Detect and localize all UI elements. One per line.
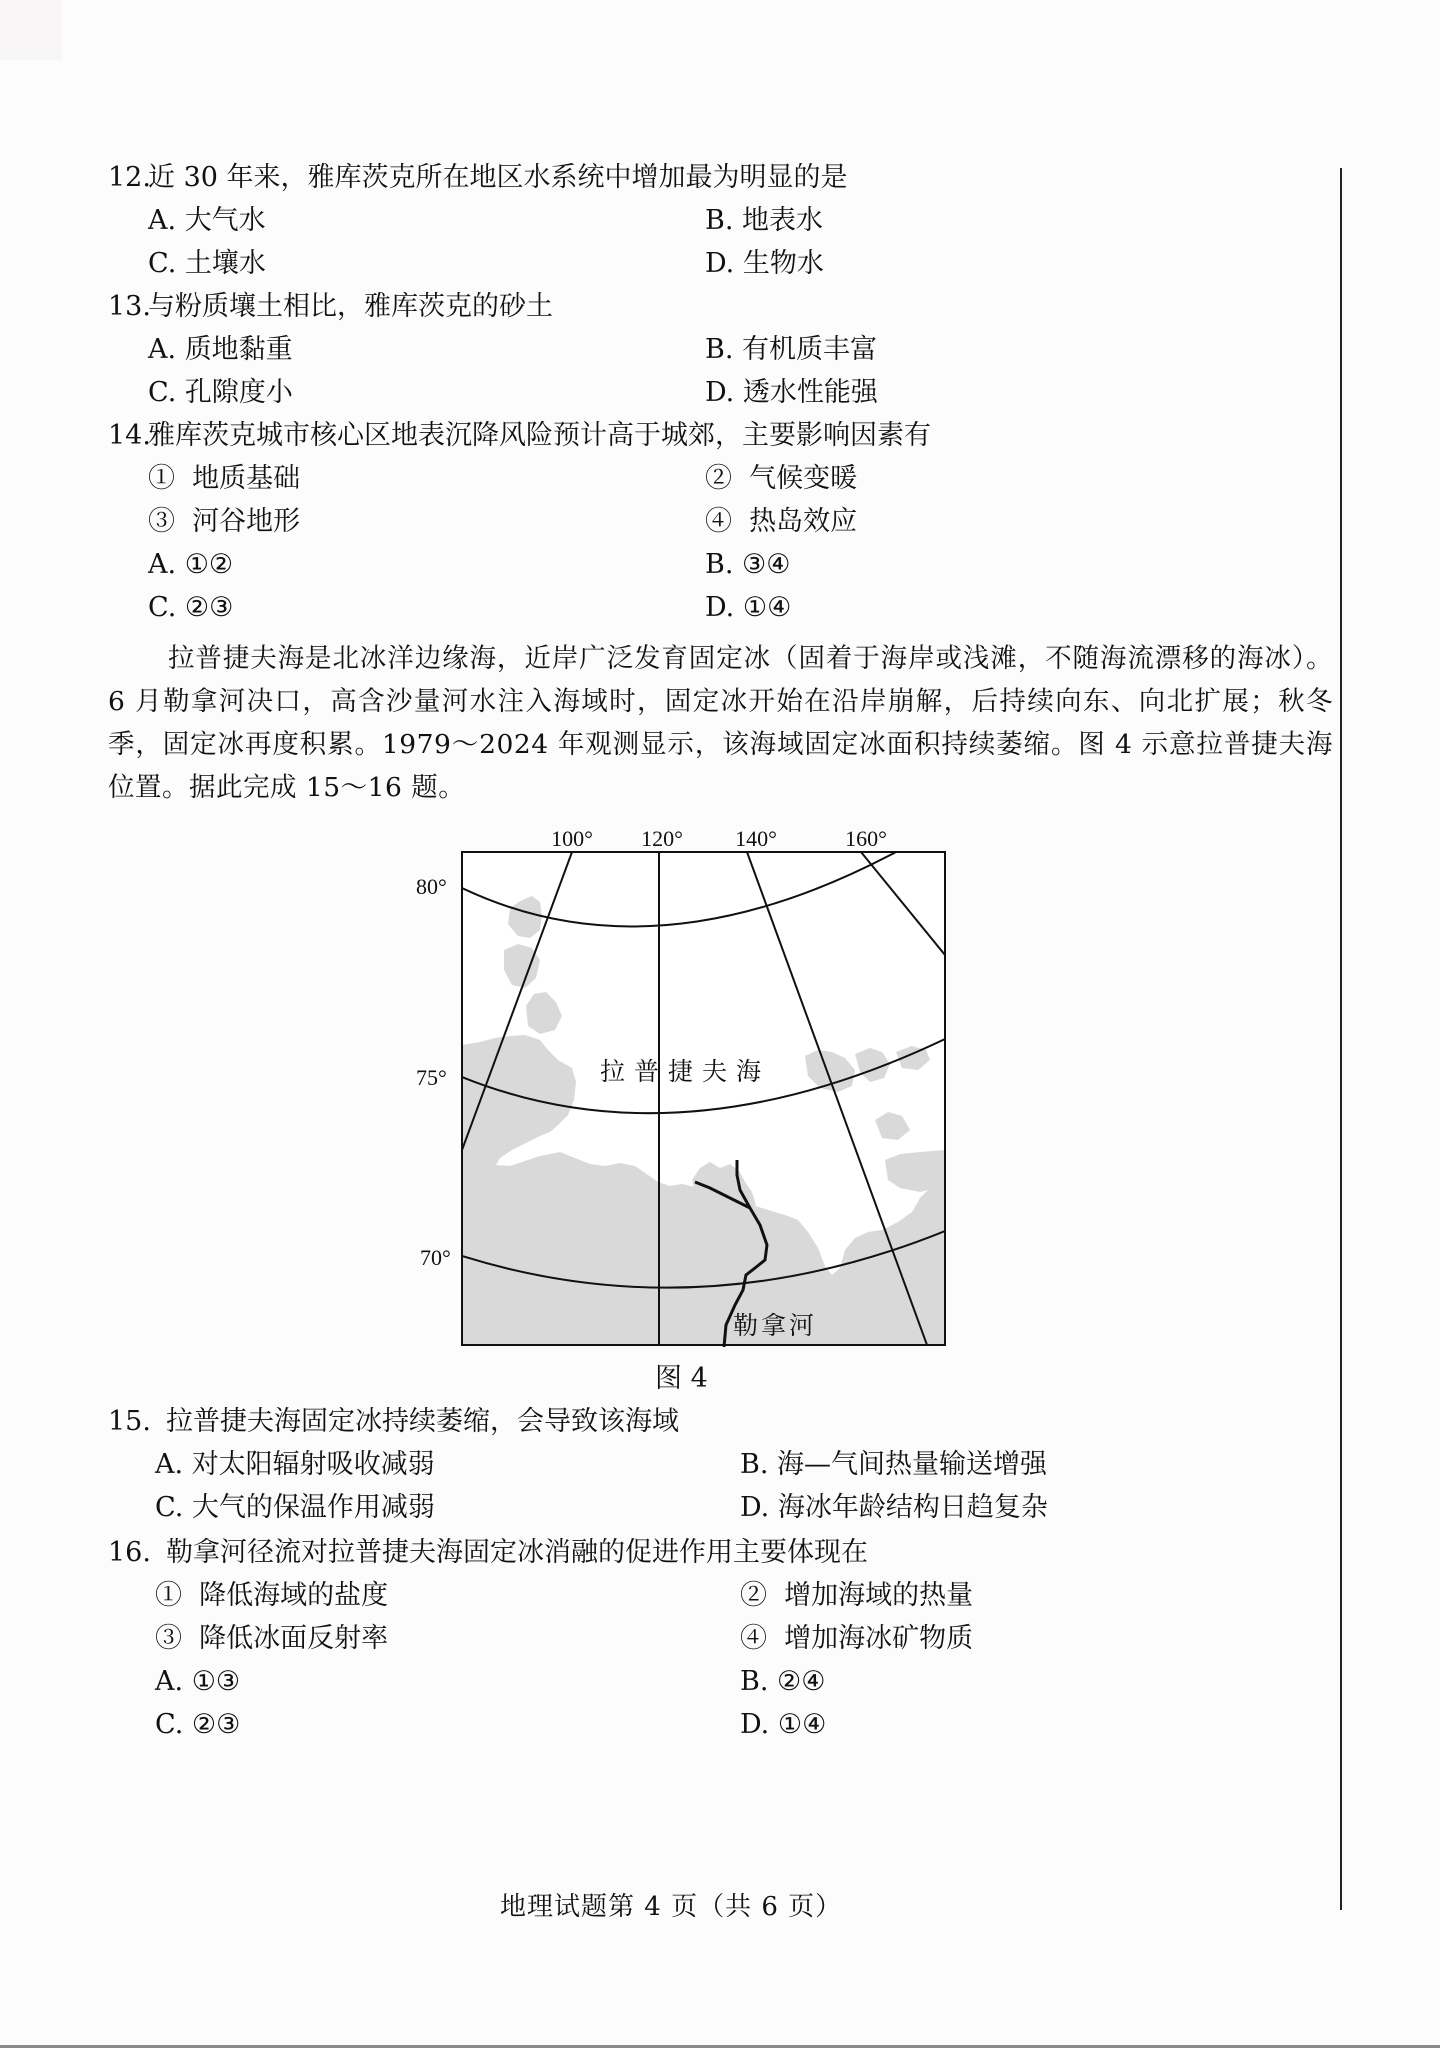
question-stem: 勒拿河径流对拉普捷夫海固定冰消融的促进作用主要体现在 [166,1537,868,1568]
question-stem: 拉普捷夫海固定冰持续萎缩，会导致该海域 [166,1406,679,1437]
factor-4: ④ 热岛效应 [705,506,858,537]
option-a[interactable]: A. 大气水 [148,205,266,236]
option-a[interactable]: A. 质地黏重 [148,334,293,365]
factor-1: ① 地质基础 [148,463,301,494]
question-stem: 近 30 年来，雅库茨克所在地区水系统中增加最为明显的是 [148,162,848,193]
reading-passage: 拉普捷夫海是北冰洋边缘海，近岸广泛发育固定冰（固着于海岸或浅滩，不随海流漂移的海冰）。6 月勒拿河决口，高含沙量河水注入海域时，固定冰开始在沿岸崩解，后持续向东、向北扩展；秋冬季，固定冰再度积累。1979～2024 年观测显示，该海域固定冰面积持续萎缩。图 4 示意拉普捷夫海位置。据此完成 15～16 题。 [108,643,1333,803]
option-c[interactable]: C. ②③ [155,1709,241,1740]
option-d[interactable]: D. 海冰年龄结构日趋复杂 [740,1492,1048,1523]
lat-label-70: 70° [420,1245,451,1270]
option-a[interactable]: A. ①③ [155,1666,241,1697]
figure-caption: 图 4 [655,1363,708,1394]
option-d[interactable]: D. ①④ [705,592,792,623]
question-stem: 雅库茨克城市核心区地表沉降风险预计高于城郊，主要影响因素有 [148,420,931,451]
lat-label-75: 75° [416,1065,447,1090]
question-number: 13. [108,291,151,322]
option-d[interactable]: D. 透水性能强 [705,377,878,408]
option-b[interactable]: B. 有机质丰富 [705,334,878,365]
question-stem: 与粉质壤土相比，雅库茨克的砂土 [148,291,553,322]
question-number: 15. [108,1406,151,1437]
option-d[interactable]: D. 生物水 [705,248,824,279]
factor-4: ④ 增加海冰矿物质 [740,1623,974,1654]
lon-label-160: 160° [845,826,887,851]
lon-label-120: 120° [641,826,683,851]
lat-label-80: 80° [416,874,447,899]
sea-label: 拉普捷夫海 [600,1059,771,1086]
question-number: 14. [108,420,151,451]
option-c[interactable]: C. 土壤水 [148,248,266,279]
option-d[interactable]: D. ①④ [740,1709,827,1740]
factor-2: ② 增加海域的热量 [740,1580,974,1611]
option-b[interactable]: B. 海—气间热量输送增强 [740,1449,1048,1480]
factor-3: ③ 河谷地形 [148,506,301,537]
figure-4-map [400,820,980,1360]
factor-1: ① 降低海域的盐度 [155,1580,389,1611]
option-c[interactable]: C. 孔隙度小 [148,377,293,408]
right-margin-rule [1340,168,1342,1910]
river-label: 勒拿河 [733,1313,818,1340]
question-number: 12. [108,162,151,193]
lon-label-140: 140° [735,826,777,851]
factor-2: ② 气候变暖 [705,463,858,494]
lon-label-100: 100° [551,826,593,851]
option-c[interactable]: C. ②③ [148,592,234,623]
scan-corner-mark [0,0,62,60]
factor-3: ③ 降低冰面反射率 [155,1623,389,1654]
page-footer: 地理试题第 4 页（共 6 页） [500,1892,843,1922]
option-b[interactable]: B. 地表水 [705,205,824,236]
option-a[interactable]: A. ①② [148,549,234,580]
option-c[interactable]: C. 大气的保温作用减弱 [155,1492,435,1523]
option-a[interactable]: A. 对太阳辐射吸收减弱 [155,1449,435,1480]
question-number: 16. [108,1537,151,1568]
map-svg [400,820,980,1360]
option-b[interactable]: B. ③④ [705,549,791,580]
option-b[interactable]: B. ②④ [740,1666,826,1697]
